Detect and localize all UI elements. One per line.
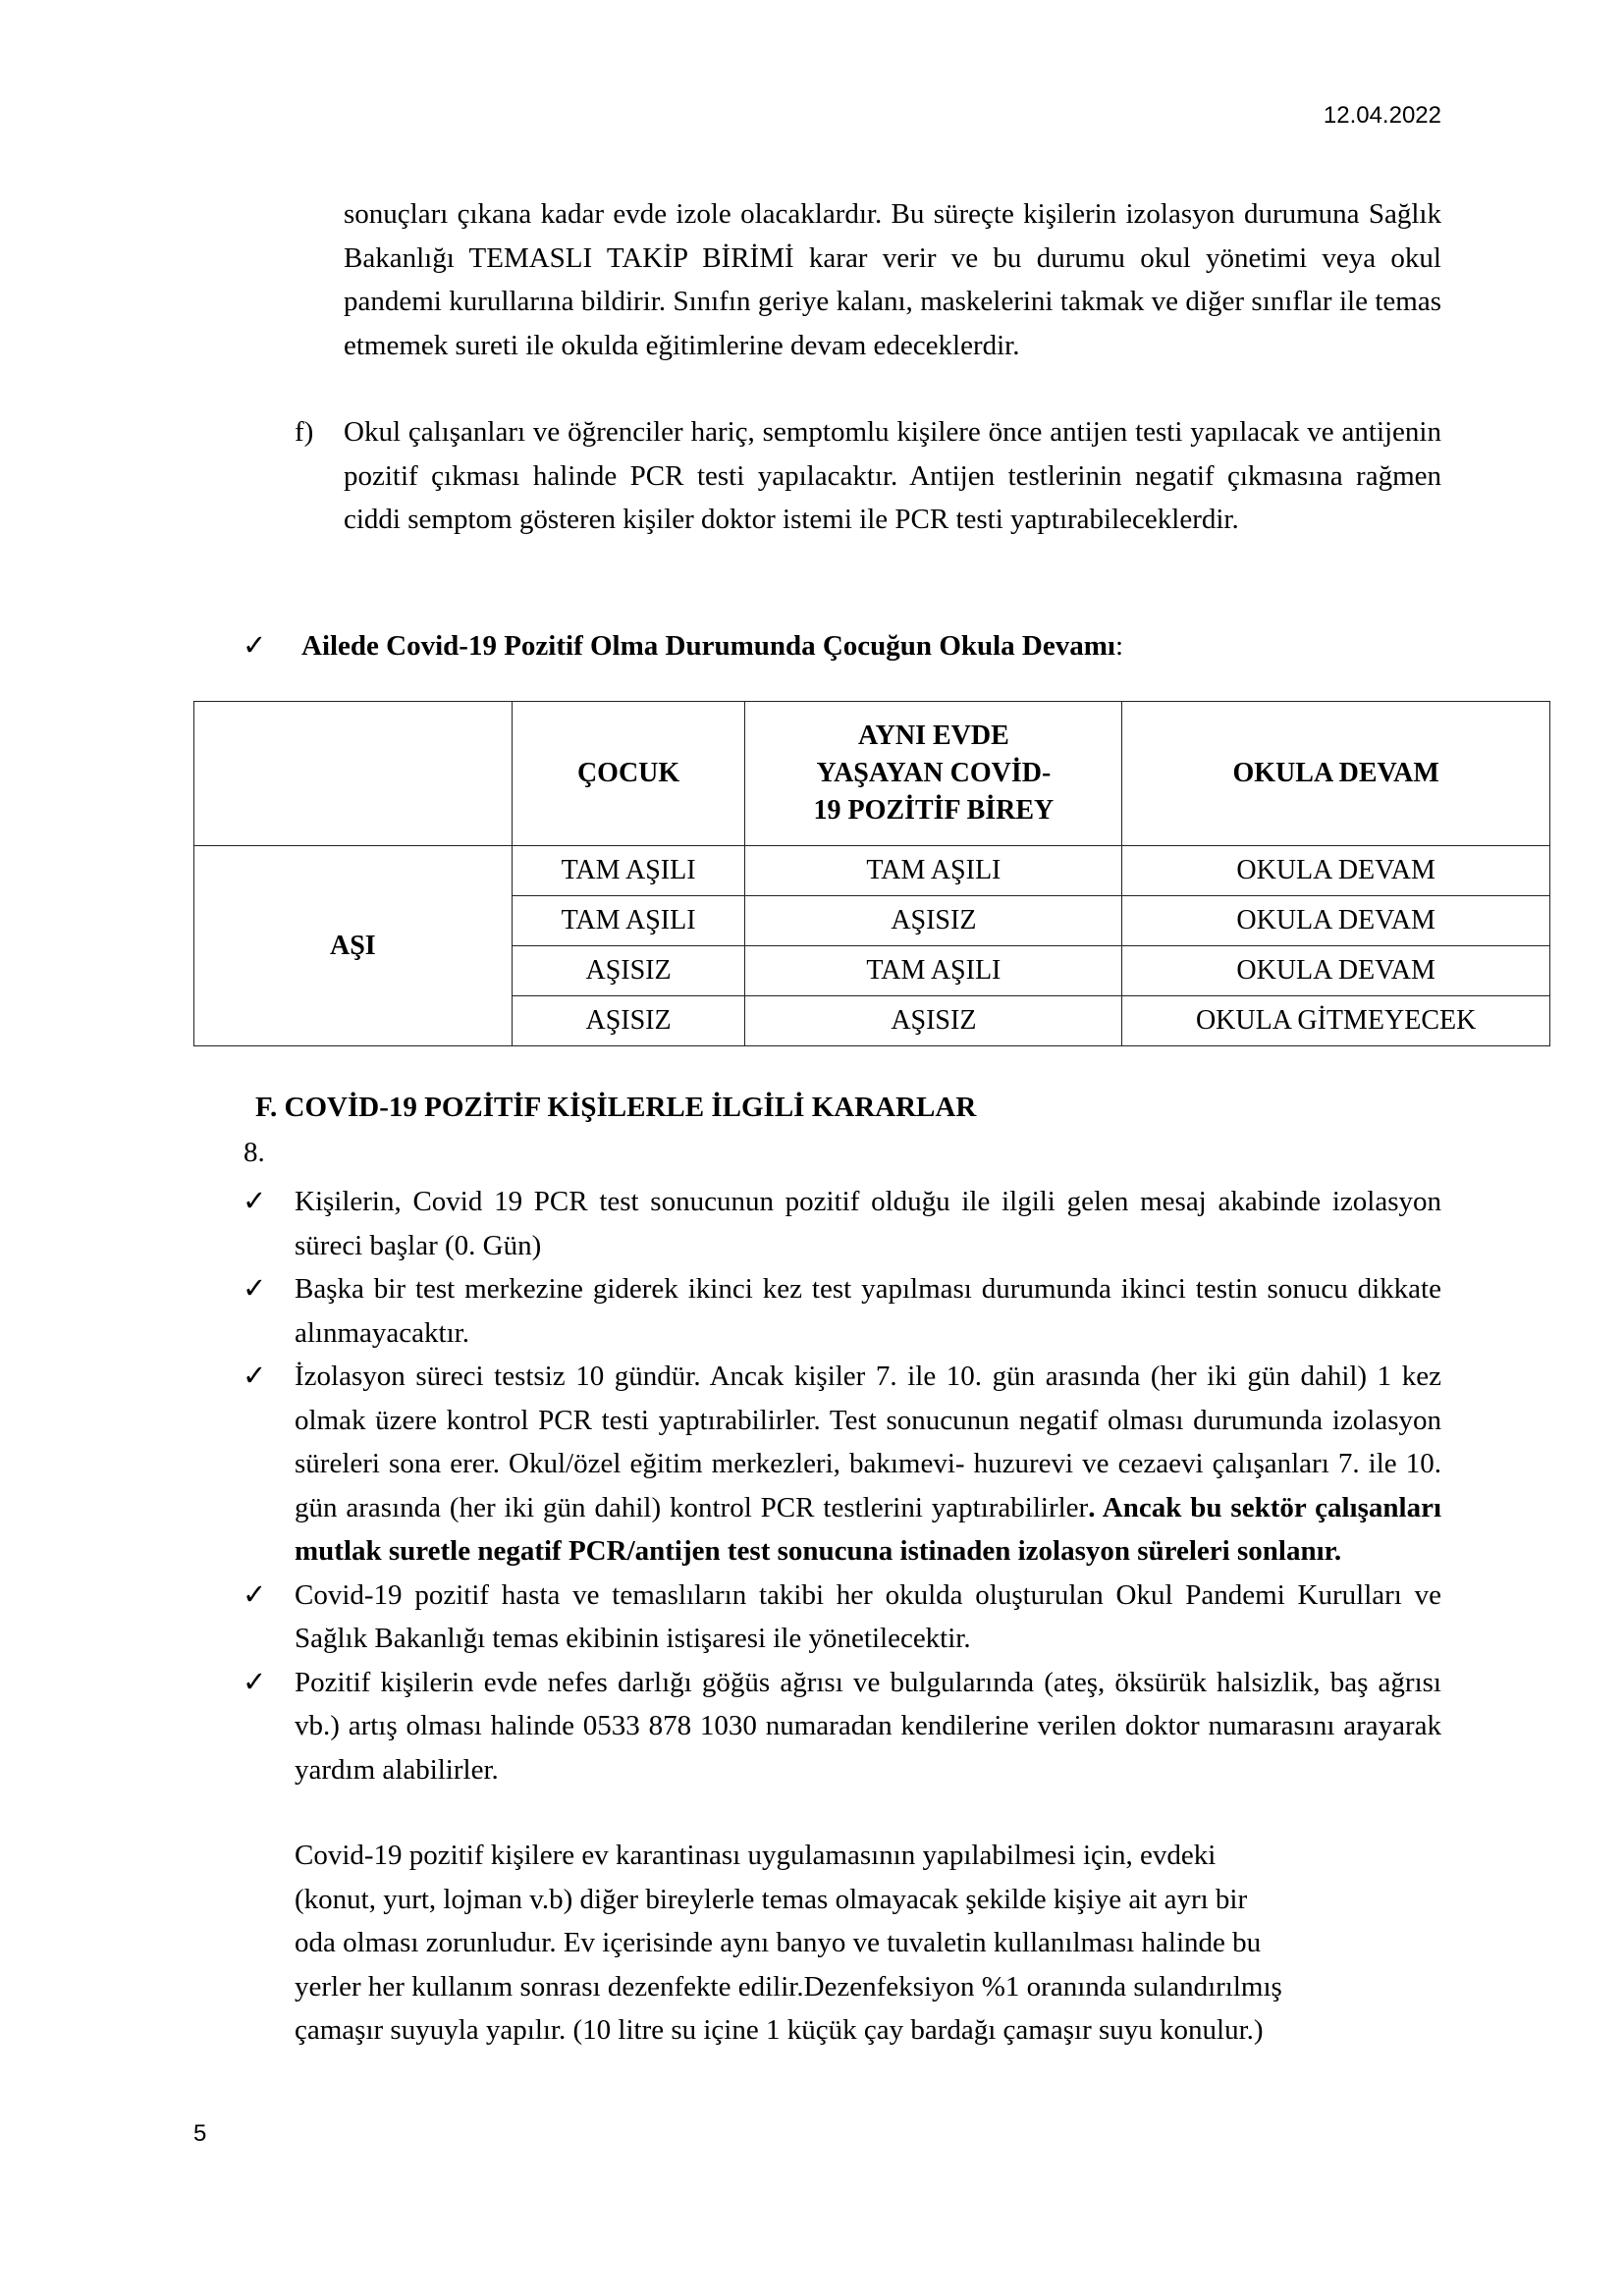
list-text: Pozitif kişilerin evde nefes darlığı göğüs ağrısı ve bulgularında (ateş, öksürük halsizlik, baş ağrısı vb.) artış olması halinde 0533 878 1030 numaradan kendilerine verilen doktor numarasını arayarak yardım alabilirler. [295, 1666, 1441, 1786]
list-text: Kişilerin, Covid 19 PCR test sonucunun pozitif olduğu ile ilgili gelen mesaj akabinde izolasyon süreci başlar (0. Gün) [295, 1186, 1441, 1261]
list-item [243, 1355, 1441, 1574]
table-cell: OKULA DEVAM [1122, 846, 1550, 896]
list-item [243, 1180, 1441, 1267]
table-cell: AŞISIZ [512, 996, 745, 1046]
table-cell: AŞISIZ [745, 996, 1122, 1046]
table-cell: AŞISIZ [745, 896, 1122, 946]
section-f-heading: F. COVİD-19 POZİTİF KİŞİLERLE İLGİLİ KARARLAR [255, 1092, 977, 1123]
quarantine-paragraph [295, 1834, 1463, 2053]
checkmark-icon: ✓ [243, 1361, 267, 1392]
checkmark-icon: ✓ [243, 1273, 267, 1305]
table-row [194, 846, 1550, 896]
section-number: 8. [244, 1137, 265, 1168]
table-cell: TAM AŞILI [512, 896, 745, 946]
list-item [243, 1661, 1441, 1792]
header-date: 12.04.2022 [1323, 102, 1441, 129]
table-cell: AŞISIZ [512, 946, 745, 996]
checkmark-icon: ✓ [243, 1666, 267, 1698]
decision-list [243, 1180, 1441, 1791]
list-text: Covid-19 pozitif hasta ve temaslıların takibi her okulda oluşturulan Okul Pandemi Kurulları ve Sağlık Bakanlığı temas ekibinin istişaresi ile yönetilecektir. [295, 1578, 1441, 1654]
section-title: Ailede Covid-19 Pozitif Olma Durumunda Çocuğun Okula Devamı [301, 630, 1115, 662]
checkmark-icon: ✓ [243, 1186, 267, 1217]
list-item [243, 1574, 1441, 1661]
header-cell-child: ÇOCUK [512, 702, 745, 846]
checkmark-icon: ✓ [243, 1578, 267, 1611]
paragraph-line: Covid-19 pozitif kişilere ev karantinası uygulamasının yapılabilmesi için, evdeki [295, 1840, 1217, 1871]
table-cell: TAM AŞILI [745, 946, 1122, 996]
header-cell-household: AYNI EVDE YAŞAYAN COVİD-19 POZİTİF BİREY [745, 702, 1122, 846]
table-cell: TAM AŞILI [512, 846, 745, 896]
attendance-table [193, 701, 1550, 1046]
checkmark-icon: ✓ [243, 630, 267, 662]
list-label: f) [295, 416, 314, 448]
row-group-label: AŞI [194, 846, 513, 1046]
title-suffix: : [1114, 630, 1124, 662]
continuation-paragraph: sonuçları çıkana kadar evde izole olacaklardır. Bu süreçte kişilerin izolasyon durumuna Sağlık Bakanlığı TEMASLI TAKİP BİRİMİ karar verir ve bu durumu okul yönetimi veya okul pandemi kurullarına bildirir. Sınıfın geriye kalanı, maskelerini takmak ve diğer sınıflar ile temas etmemek sureti ile okulda eğitimlerine devam edeceklerdir. [344, 198, 1441, 361]
table-cell: TAM AŞILI [745, 846, 1122, 896]
page-number: 5 [193, 2120, 207, 2147]
paragraph-line: çamaşır suyuyla yapılır. (10 litre su içine 1 küçük çay bardağı çamaşır suyu konulur.) [295, 2014, 1264, 2046]
paragraph-line: yerler her kullanım sonrası dezenfekte edilir.Dezenfeksiyon %1 oranında sulandırılmış [295, 1970, 1282, 2002]
list-text: Başka bir test merkezine giderek ikinci kez test yapılması durumunda ikinci testin sonucu dikkate alınmayacaktır. [295, 1273, 1441, 1349]
bold-note: . Ancak bu sektör çalışanları mutlak suretle negatif PCR/antijen test sonucuna istinaden izolasyon süreleri sonlanır. [295, 1491, 1442, 1567]
table-cell: OKULA DEVAM [1122, 896, 1550, 946]
table-cell: OKULA GİTMEYECEK [1122, 996, 1550, 1046]
list-text: İzolasyon süreci testsiz 10 gündür. Ancak kişiler 7. ile 10. gün arasında (her iki gün dahil) 1 kez olmak üzere kontrol PCR testi yaptırabilirler. Test sonucunun negatif olması durumunda izolasyon süreleri sona erer. Okul/özel eğitim merkezleri, bakımevi- huzurevi ve cezaevi çalışanları 7. ile 10. gün arasında (her iki gün dahil) kontrol PCR testlerini yaptırabilirler. Ancak bu sektör çalışanları mutlak suretle negatif PCR/antijen test sonucuna istinaden izolasyon süreleri sonlanır. [295, 1361, 1442, 1567]
list-item-f [295, 410, 1441, 542]
header-cell-attendance: OKULA DEVAM [1122, 702, 1550, 846]
paragraph-line: oda olması zorunludur. Ev içerisinde aynı banyo ve tuvaletin kullanılması halinde bu [295, 1927, 1262, 1958]
family-section-heading [243, 628, 1123, 663]
table-cell: OKULA DEVAM [1122, 946, 1550, 996]
table-header-row [194, 702, 1550, 846]
list-item [243, 1267, 1441, 1355]
list-text: Okul çalışanları ve öğrenciler hariç, semptomlu kişilere önce antijen testi yapılacak ve antijenin pozitif çıkması halinde PCR testi yapılacaktır. Antijen testlerinin negatif çıkmasına rağmen ciddi semptom gösteren kişiler doktor istemi ile PCR testi yaptırabileceklerdir. [344, 416, 1441, 535]
paragraph-line: (konut, yurt, lojman v.b) diğer bireylerle temas olmayacak şekilde kişiye ait ayrı bir [295, 1883, 1248, 1915]
header-cell-empty [194, 702, 513, 846]
